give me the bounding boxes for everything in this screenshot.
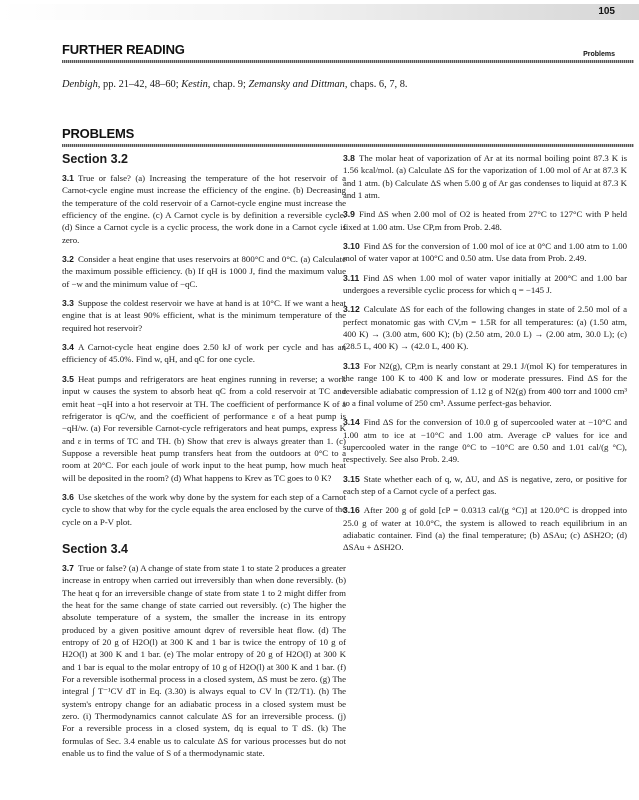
problem-number: 3.14: [343, 417, 360, 428]
problem-text: For N2(g), CP,m is nearly constant at 29.1 J/(mol K) for temperatures in the range 100 K to 400 K and low or moderate pressures. Find ΔS for the reversible adiabatic compression of 1.12 g of N2(g) from 400 torr and 1000 cm³ to a final volume of 250 cm³. Assume perfect-gas behavior.: [343, 360, 627, 408]
problem-number: 3.16: [343, 505, 360, 516]
problem-item: [62, 562, 346, 760]
running-head: Problems: [583, 51, 615, 58]
problem-text: After 200 g of gold [cP = 0.0313 cal/(g °C)] at 120.0°C is dropped into 25.0 g of water at 10.0°C, the system is allowed to reach equilibrium in an adiabatic container. Find (a) the final temperature; (b) ΔSAu; (c) ΔSH2O; (d) ΔSAu + ΔSH2O.: [343, 505, 627, 553]
problem-text: Find ΔS when 1.00 mol of water vapor initially at 200°C and 1.00 bar undergoes a reversible cyclic process for which q = −145 J.: [343, 272, 627, 296]
header-bar: [0, 4, 639, 20]
problem-text: True or false? (a) Increasing the temperature of the hot reservoir of a Carnot-cycle engine must increase the efficiency of the engine. (b) Decreasing the temperature of the cold reservoir of a Carnot-cycle engine must increase the efficiency of the engine. (c) A Carnot cycle is by definition a reversible cycle. (d) Since a Carnot cycle is a cyclic process, the work done in a Carnot cycle is zero.: [62, 173, 346, 245]
problem-text: A Carnot-cycle heat engine does 2.50 kJ of work per cycle and has an efficiency of 45.0%. Find w, qH, and qC for one cycle.: [62, 342, 346, 365]
problem-item: [343, 152, 627, 201]
problem-text: State whether each of q, w, ΔU, and ΔS is negative, zero, or positive for each step of a Carnot cycle of a perfect gas.: [343, 473, 627, 496]
problems-title: PROBLEMS: [62, 126, 135, 141]
further-reading-refs: [62, 78, 622, 91]
ref-author-2: Kestin: [181, 79, 208, 90]
section-heading: Section 3.4: [62, 541, 128, 556]
problem-item: [62, 297, 346, 334]
problem-number: 3.12: [343, 304, 360, 315]
problem-item: [343, 416, 627, 465]
problem-number: 3.5: [62, 373, 74, 384]
problem-number: 3.4: [62, 342, 74, 353]
section-heading: Section 3.2: [62, 152, 128, 166]
problem-item: [62, 341, 346, 366]
ref-author-3: Zemansky and Dittman: [248, 79, 345, 90]
problem-item: [62, 373, 346, 484]
problem-text: Calculate ΔS for each of the following changes in state of 2.50 mol of a perfect monatomic gas with CV,m = 1.5R for all temperatures: (a) (1.50 atm, 400 K) → (3.00 atm, 600 K); (b) (2.50 atm, 20.0 L) → (2.00 atm, 30.0 L); (c) (28.5 L, 400 K) → (42.0 L, 400 K).: [343, 304, 627, 352]
problem-number: 3.7: [62, 562, 74, 573]
problem-item: [343, 272, 627, 297]
problem-text: True or false? (a) A change of state from state 1 to state 2 produces a greater increase in entropy when carried out irreversibly than when done reversibly. (b) The heat q for an irreversible change of state from state 1 to 2 might differ from the heat for the same change of state carried out reversibly. (c) The higher the absolute temperature of a system, the smaller the increase in its entropy produced by a given positive amount dqrev of reversible heat flow. (d) The entropy of 20 g of H2O(l) at 300 K and 1 bar is twice the entropy of 10 g of H2O(l) at 300 K and 1 bar. (e) The molar entropy of 20 g of H2O(l) at 300 K and 1 bar is equal to the molar entropy of 10 g of H2O(l) at 300 K and 1 bar. (f) For a reversible isothermal process in a closed system, ΔS must be zero. (g) The integral ∫ T⁻¹CV dT in Eq. (3.30) is always equal to CV ln (T2/T1). (h) The system's entropy change for an adiabatic process in a closed system must be zero. (i) Thermodynamics cannot calculate ΔS for an irreversible process. (j) For a reversible process in a closed system, dq is equal to T dS. (k) The formulas of Sec. 3.4 enable us to calculate ΔS for various processes but do not enable us to find the value of S of a thermodynamic state.: [62, 562, 346, 759]
problem-text: Suppose the coldest reservoir we have at hand is at 10°C. If we want a heat engine that is at least 90% efficient, what is the minimum temperature of the required hot reservoir?: [62, 298, 346, 333]
problem-item: [343, 473, 627, 498]
problem-number: 3.2: [62, 254, 74, 265]
page-number: 105: [598, 6, 615, 17]
problem-text: Use sketches of the work wby done by the system for each step of a Carnot cycle to show that wby for the cycle equals the area enclosed by the curve of the cycle on a P-V plot.: [62, 491, 346, 527]
problem-number: 3.15: [343, 473, 360, 484]
problems-rule: [62, 144, 634, 147]
problem-text: Find ΔS for the conversion of 1.00 mol of ice at 0°C and 1.00 atm to 1.00 mol of water vapor at 100°C and 0.50 atm. Use data from Prob. 2.49.: [343, 241, 627, 264]
problem-item: [62, 491, 346, 528]
problem-item: [343, 208, 627, 233]
ref-pages-1: , pp. 21–42, 48–60;: [97, 79, 182, 90]
problem-text: Consider a heat engine that uses reservoirs at 800°C and 0°C. (a) Calculate the maximum possible efficiency. (b) If qH is 1000 J, find the maximum value of −w and the minimum value of −qC.: [62, 254, 346, 289]
right-column: [343, 152, 627, 561]
problem-item: [343, 303, 627, 352]
problem-number: 3.13: [343, 360, 360, 371]
problem-item: [343, 240, 627, 265]
ref-author-1: Denbigh: [62, 79, 98, 90]
problem-number: 3.3: [62, 298, 74, 309]
problem-text: Find ΔS for the conversion of 10.0 g of supercooled water at −10°C and 1.00 atm to ice at −10°C and 1.00 atm. Average cP values for ice and supercooled water in the range 0°C to −10°C are 0.50 and 1.01 cal/(g °C), respectively. See also Prob. 2.49.: [343, 417, 627, 465]
further-reading-title: FURTHER READING: [62, 42, 185, 57]
problem-item: [343, 360, 627, 409]
problem-number: 3.10: [343, 241, 360, 252]
problem-text: Find ΔS when 2.00 mol of O2 is heated from 27°C to 127°C with P held fixed at 1.00 atm. Use CP,m from Prob. 2.48.: [343, 209, 627, 232]
problem-number: 3.8: [343, 153, 355, 163]
problem-number: 3.11: [343, 272, 360, 283]
ref-pages-2: , chap. 9;: [207, 79, 249, 90]
problem-number: 3.1: [62, 173, 74, 183]
problem-item: [343, 504, 627, 553]
problem-text: The molar heat of vaporization of Ar at its normal boiling point 87.3 K is 1.56 kcal/mol. (a) Calculate ΔS for the vaporization of 1.00 mol of Ar at 87.3 K and 1 atm. (b) Calculate ΔS when 5.00 g of Ar gas condenses to liquid at 87.3 K and 1 atm.: [343, 153, 627, 201]
problem-number: 3.9: [343, 209, 355, 220]
ref-pages-3: , chaps. 6, 7, 8.: [344, 79, 408, 90]
left-column: [62, 152, 346, 766]
problem-item: [62, 253, 346, 290]
title-rule: [62, 60, 634, 63]
problem-item: [62, 172, 346, 246]
problem-text: Heat pumps and refrigerators are heat engines running in reverse; a work input w causes the system to absorb heat qC from a cold reservoir at TC and emit heat −qH into a hot reservoir at TH. The coefficient of performance K of a refrigerator is qC/w, and the coefficient of performance ε of a heat pump is −qH/w. (a) For reversible Carnot-cycle refrigerators and heat pumps, express K and ε in terms of TC and TH. (b) Show that εrev is always greater than 1. (c) Suppose a reversible heat pump transfers heat from the outdoors at 0°C to a room at 20°C. For each joule of work input to the heat pump, how much heat will be deposited in the room? (d) What happens to Krev as TC goes to 0 K?: [62, 373, 346, 483]
problem-number: 3.6: [62, 491, 74, 502]
